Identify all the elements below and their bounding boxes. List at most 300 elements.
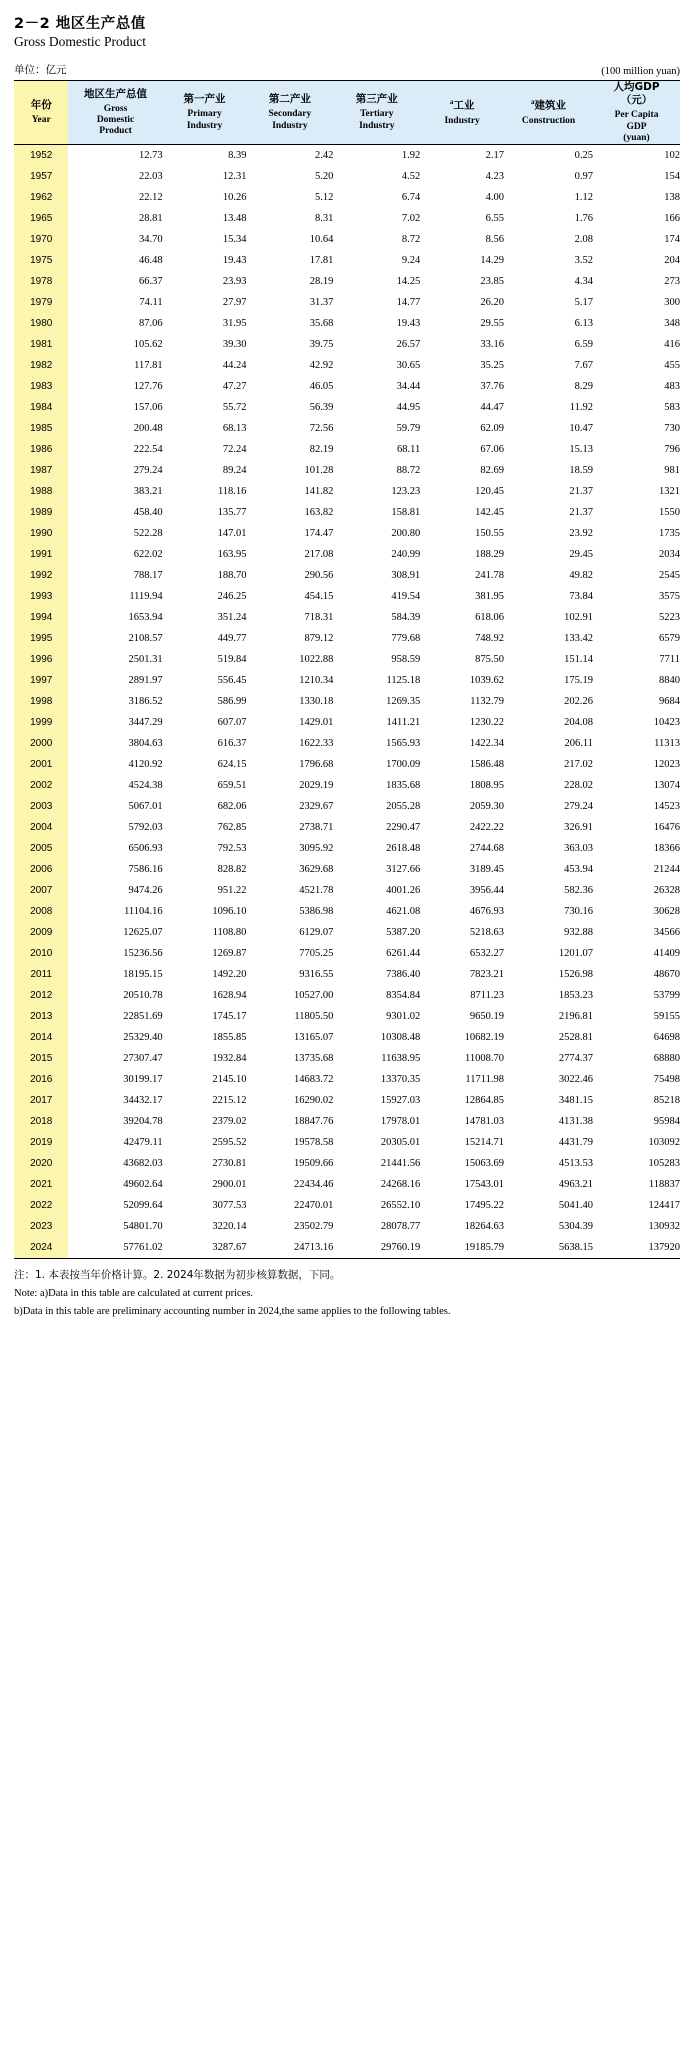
cell-secondary-industry: 4521.78 [299, 885, 334, 897]
cell-per-capita-gdp: 16476 [653, 822, 680, 834]
cell-tertiary-industry: 1269.35 [386, 696, 421, 708]
cell-primary-industry: 556.45 [217, 675, 247, 687]
column-header-gdp-total-cn: 地区生产总值 [84, 87, 148, 100]
cell-construction: 2196.81 [558, 1011, 594, 1023]
cell-industry: 37.76 [480, 381, 505, 393]
cell-industry: 2059.30 [469, 801, 505, 813]
cell-construction: 202.26 [564, 696, 594, 708]
cell-gdp-total: 222.54 [133, 444, 163, 456]
table-row [14, 544, 680, 565]
table-row [14, 1174, 680, 1195]
cell-per-capita-gdp: 103092 [648, 1137, 680, 1149]
cell-industry: 5218.63 [469, 927, 505, 939]
cell-primary-industry: 163.95 [217, 549, 247, 561]
cell-secondary-industry: 141.82 [304, 486, 334, 498]
cell-industry: 33.16 [480, 339, 505, 351]
cell-primary-industry: 72.24 [222, 444, 247, 456]
cell-construction: 23.92 [569, 528, 594, 540]
cell-gdp-total: 788.17 [133, 570, 163, 582]
cell-construction: 175.19 [564, 675, 594, 687]
cell-secondary-industry: 1796.68 [299, 759, 334, 771]
cell-gdp-total: 1653.94 [128, 612, 163, 624]
cell-year: 2023 [14, 1216, 68, 1237]
cell-gdp-total: 74.11 [139, 297, 163, 309]
cell-industry: 1422.34 [469, 738, 505, 750]
cell-industry: 875.50 [475, 654, 505, 666]
cell-industry: 3956.44 [469, 885, 505, 897]
cell-secondary-industry: 22470.01 [293, 1200, 334, 1212]
cell-secondary-industry: 14683.72 [293, 1074, 334, 1086]
table-body [14, 145, 680, 1259]
note-english-a: Note: a)Data in this table are calculated at current prices. [14, 1288, 254, 1300]
cell-primary-industry: 2379.02 [212, 1116, 247, 1128]
cell-gdp-total: 279.24 [133, 465, 163, 477]
cell-primary-industry: 449.77 [217, 633, 247, 645]
cell-secondary-industry: 217.08 [304, 549, 334, 561]
cell-gdp-total: 5067.01 [128, 801, 163, 813]
cell-gdp-total: 25329.40 [123, 1032, 163, 1044]
cell-construction: 10.47 [569, 423, 594, 435]
table-row [14, 733, 680, 754]
cell-gdp-total: 6506.93 [128, 843, 163, 855]
table-row [14, 1111, 680, 1132]
cell-gdp-total: 34432.17 [123, 1095, 163, 1107]
cell-year: 1990 [14, 523, 68, 544]
cell-per-capita-gdp: 730 [664, 423, 680, 435]
cell-construction: 326.91 [564, 822, 594, 834]
cell-gdp-total: 117.81 [134, 360, 163, 372]
cell-primary-industry: 1628.94 [212, 990, 247, 1002]
column-header-construction-cn [504, 98, 593, 113]
cell-tertiary-industry: 1565.93 [386, 738, 421, 750]
cell-year: 2013 [14, 1006, 68, 1027]
cell-year: 2005 [14, 838, 68, 859]
cell-per-capita-gdp: 64698 [653, 1032, 680, 1044]
cell-construction: 151.14 [564, 654, 594, 666]
cell-secondary-industry: 454.15 [304, 591, 334, 603]
note-chinese: 注：1. 本表按当年价格计算。2. 2024年数据为初步核算数据，下同。 [14, 1269, 341, 1282]
cell-construction: 453.94 [564, 864, 594, 876]
cell-primary-industry: 586.99 [217, 696, 247, 708]
cell-primary-industry: 2595.52 [212, 1137, 247, 1149]
table-row [14, 754, 680, 775]
cell-year: 2018 [14, 1111, 68, 1132]
cell-industry: 23.85 [480, 276, 505, 288]
cell-construction: 1201.07 [558, 948, 594, 960]
cell-tertiary-industry: 158.81 [391, 507, 421, 519]
cell-secondary-industry: 31.37 [309, 297, 334, 309]
cell-industry: 8711.23 [470, 990, 505, 1002]
cell-construction: 1.12 [574, 192, 594, 204]
cell-primary-industry: 12.31 [222, 171, 247, 183]
cell-year: 2021 [14, 1174, 68, 1195]
page-title-chinese: 2－2 地区生产总值 [14, 16, 146, 32]
cell-per-capita-gdp: 154 [664, 171, 680, 183]
table-row [14, 439, 680, 460]
cell-gdp-total: 49602.64 [123, 1179, 163, 1191]
table-row [14, 1027, 680, 1048]
column-header-secondary-en1: Secondary [268, 109, 312, 120]
cell-primary-industry: 15.34 [222, 234, 247, 246]
cell-industry: 82.69 [480, 465, 505, 477]
cell-year: 2004 [14, 817, 68, 838]
cell-construction: 5041.40 [558, 1200, 594, 1212]
cell-tertiary-industry: 6261.44 [386, 948, 421, 960]
cell-construction: 730.16 [564, 906, 594, 918]
cell-per-capita-gdp: 75498 [653, 1074, 680, 1086]
cell-per-capita-gdp: 21244 [653, 864, 680, 876]
cell-tertiary-industry: 200.80 [391, 528, 421, 540]
cell-secondary-industry: 174.47 [304, 528, 334, 540]
cell-tertiary-industry: 123.23 [391, 486, 421, 498]
cell-primary-industry: 2900.01 [212, 1179, 247, 1191]
cell-tertiary-industry: 26.57 [396, 339, 421, 351]
unit-row [14, 62, 680, 77]
cell-primary-industry: 23.93 [222, 276, 247, 288]
cell-industry: 17495.22 [464, 1200, 505, 1212]
unit-label-chinese: 单位：亿元 [14, 64, 67, 76]
cell-construction: 7.67 [574, 360, 594, 372]
cell-construction: 6.13 [574, 318, 594, 330]
cell-year: 2001 [14, 754, 68, 775]
table-row [14, 838, 680, 859]
column-header-gdp-total [68, 81, 162, 145]
cell-tertiary-industry: 68.11 [397, 444, 421, 456]
column-header-per-capita-gdp [593, 81, 680, 145]
cell-industry: 2.17 [485, 150, 505, 162]
cell-construction: 1.76 [574, 213, 594, 225]
cell-industry: 241.78 [475, 570, 505, 582]
cell-primary-industry: 188.70 [217, 570, 247, 582]
cell-gdp-total: 12.73 [139, 150, 163, 162]
cell-primary-industry: 616.37 [217, 738, 247, 750]
cell-per-capita-gdp: 583 [664, 402, 680, 414]
cell-secondary-industry: 42.92 [309, 360, 334, 372]
column-header-percapita-en3: (yuan) [623, 133, 650, 144]
column-header-construction [504, 81, 593, 145]
cell-secondary-industry: 13165.07 [293, 1032, 334, 1044]
table-row [14, 922, 680, 943]
cell-industry: 7823.21 [469, 969, 505, 981]
cell-per-capita-gdp: 105283 [648, 1158, 680, 1170]
cell-industry: 1230.22 [469, 717, 505, 729]
cell-primary-industry: 39.30 [222, 339, 247, 351]
cell-year: 1983 [14, 376, 68, 397]
cell-primary-industry: 2730.81 [212, 1158, 247, 1170]
table-row [14, 229, 680, 250]
table-row [14, 208, 680, 229]
cell-secondary-industry: 39.75 [309, 339, 334, 351]
cell-construction: 29.45 [569, 549, 594, 561]
cell-industry: 1808.95 [469, 780, 505, 792]
cell-secondary-industry: 72.56 [309, 423, 334, 435]
cell-industry: 381.95 [475, 591, 505, 603]
cell-gdp-total: 39204.78 [123, 1116, 163, 1128]
cell-per-capita-gdp: 85218 [653, 1095, 680, 1107]
cell-construction: 102.91 [564, 612, 594, 624]
cell-primary-industry: 762.85 [217, 822, 247, 834]
cell-gdp-total: 522.28 [133, 528, 163, 540]
table-row [14, 943, 680, 964]
cell-tertiary-industry: 7.02 [401, 213, 421, 225]
cell-tertiary-industry: 20305.01 [380, 1137, 421, 1149]
cell-secondary-industry: 10527.00 [293, 990, 334, 1002]
cell-per-capita-gdp: 53799 [653, 990, 680, 1002]
cell-secondary-industry: 101.28 [304, 465, 334, 477]
cell-primary-industry: 951.22 [217, 885, 247, 897]
cell-tertiary-industry: 13370.35 [380, 1074, 421, 1086]
cell-year: 1979 [14, 292, 68, 313]
cell-construction: 49.82 [569, 570, 594, 582]
cell-tertiary-industry: 11638.95 [381, 1053, 421, 1065]
cell-year: 2014 [14, 1027, 68, 1048]
column-header-construction-superscript: a [531, 98, 535, 107]
cell-year: 1952 [14, 145, 68, 167]
cell-tertiary-industry: 6.74 [401, 192, 421, 204]
table-row [14, 1048, 680, 1069]
cell-tertiary-industry: 8.72 [401, 234, 421, 246]
cell-industry: 3189.45 [469, 864, 505, 876]
cell-primary-industry: 1108.80 [212, 927, 247, 939]
cell-primary-industry: 246.25 [217, 591, 247, 603]
cell-secondary-industry: 13735.68 [293, 1053, 334, 1065]
cell-industry: 142.45 [475, 507, 505, 519]
column-header-primary-en1: Primary [187, 109, 222, 120]
cell-year: 1991 [14, 544, 68, 565]
table-row [14, 1006, 680, 1027]
cell-primary-industry: 147.01 [217, 528, 247, 540]
cell-tertiary-industry: 24268.16 [380, 1179, 421, 1191]
cell-per-capita-gdp: 9684 [659, 696, 680, 708]
cell-primary-industry: 2145.10 [212, 1074, 247, 1086]
cell-primary-industry: 792.53 [217, 843, 247, 855]
table-row [14, 1132, 680, 1153]
cell-construction: 3481.15 [558, 1095, 594, 1107]
cell-gdp-total: 4524.38 [128, 780, 163, 792]
cell-secondary-industry: 82.19 [309, 444, 334, 456]
column-header-gdp-total-en3: Product [99, 126, 132, 137]
table-row [14, 607, 680, 628]
table-row [14, 649, 680, 670]
cell-construction: 0.97 [574, 171, 594, 183]
column-header-tertiary-en2: Industry [359, 120, 395, 131]
cell-gdp-total: 2501.31 [128, 654, 163, 666]
cell-secondary-industry: 5.20 [314, 171, 334, 183]
cell-primary-industry: 3220.14 [212, 1221, 247, 1233]
cell-gdp-total: 28.81 [139, 213, 163, 225]
cell-primary-industry: 607.07 [217, 717, 247, 729]
cell-year: 1962 [14, 187, 68, 208]
cell-secondary-industry: 17.81 [309, 255, 334, 267]
cell-primary-industry: 118.16 [217, 486, 247, 498]
cell-construction: 582.36 [564, 885, 594, 897]
cell-secondary-industry: 8.31 [314, 213, 334, 225]
cell-tertiary-industry: 1700.09 [386, 759, 421, 771]
cell-secondary-industry: 7705.25 [299, 948, 334, 960]
cell-gdp-total: 9474.26 [128, 885, 163, 897]
cell-gdp-total: 87.06 [139, 318, 163, 330]
cell-tertiary-industry: 1125.18 [386, 675, 421, 687]
cell-primary-industry: 1492.20 [212, 969, 247, 981]
cell-year: 2009 [14, 922, 68, 943]
cell-tertiary-industry: 59.79 [396, 423, 421, 435]
cell-construction: 228.02 [564, 780, 594, 792]
cell-gdp-total: 105.62 [133, 339, 163, 351]
table-row [14, 1153, 680, 1174]
cell-per-capita-gdp: 1735 [659, 528, 680, 540]
cell-secondary-industry: 3629.68 [299, 864, 334, 876]
cell-industry: 188.29 [475, 549, 505, 561]
cell-tertiary-industry: 7386.40 [386, 969, 421, 981]
cell-tertiary-industry: 308.91 [391, 570, 421, 582]
cell-primary-industry: 1855.85 [212, 1032, 247, 1044]
unit-label-english: (100 million yuan) [601, 66, 680, 77]
cell-year: 2003 [14, 796, 68, 817]
table-row [14, 523, 680, 544]
cell-secondary-industry: 5386.98 [299, 906, 334, 918]
cell-per-capita-gdp: 483 [664, 381, 680, 393]
cell-industry: 17543.01 [464, 1179, 505, 1191]
cell-primary-industry: 44.24 [222, 360, 247, 372]
cell-per-capita-gdp: 95984 [653, 1116, 680, 1128]
cell-construction: 4131.38 [558, 1116, 594, 1128]
cell-per-capita-gdp: 124417 [648, 1200, 680, 1212]
cell-tertiary-industry: 26552.10 [380, 1200, 421, 1212]
cell-secondary-industry: 9316.55 [299, 969, 334, 981]
cell-year: 2016 [14, 1069, 68, 1090]
cell-secondary-industry: 2.42 [314, 150, 334, 162]
table-row [14, 187, 680, 208]
cell-tertiary-industry: 17978.01 [380, 1116, 421, 1128]
cell-year: 1970 [14, 229, 68, 250]
cell-industry: 15063.69 [464, 1158, 505, 1170]
cell-tertiary-industry: 1.92 [401, 150, 421, 162]
cell-year: 1989 [14, 502, 68, 523]
cell-tertiary-industry: 14.77 [396, 297, 421, 309]
cell-year: 1995 [14, 628, 68, 649]
column-header-secondary-cn: 第二产业 [268, 93, 311, 106]
column-header-percapita-en2: GDP [626, 121, 647, 132]
cell-tertiary-industry: 88.72 [396, 465, 421, 477]
cell-year: 2000 [14, 733, 68, 754]
cell-gdp-total: 7586.16 [128, 864, 163, 876]
cell-secondary-industry: 22434.46 [293, 1179, 334, 1191]
cell-year: 2008 [14, 901, 68, 922]
cell-gdp-total: 127.76 [133, 381, 163, 393]
cell-secondary-industry: 24713.16 [246, 1237, 333, 1259]
cell-gdp-total: 157.06 [133, 402, 163, 414]
cell-primary-industry: 19.43 [222, 255, 247, 267]
cell-year: 1986 [14, 439, 68, 460]
table-row [14, 271, 680, 292]
cell-year: 2006 [14, 859, 68, 880]
cell-per-capita-gdp: 416 [664, 339, 680, 351]
cell-primary-industry: 47.27 [222, 381, 247, 393]
cell-primary-industry: 31.95 [222, 318, 247, 330]
table-row [14, 166, 680, 187]
cell-gdp-total: 34.70 [139, 234, 163, 246]
cell-per-capita-gdp: 174 [664, 234, 680, 246]
column-header-industry-cn [420, 98, 504, 113]
column-header-construction-cn-text: 建筑业 [534, 99, 567, 112]
cell-gdp-total: 22851.69 [123, 1011, 163, 1023]
table-row [14, 250, 680, 271]
cell-per-capita-gdp: 138 [664, 192, 680, 204]
column-header-gdp-total-en2: Domestic [96, 115, 135, 126]
cell-gdp-total: 22.03 [139, 171, 163, 183]
cell-gdp-total: 30199.17 [123, 1074, 163, 1086]
cell-per-capita-gdp: 796 [664, 444, 680, 456]
cell-per-capita-gdp: 26328 [653, 885, 680, 897]
cell-per-capita-gdp: 118837 [648, 1179, 680, 1191]
cell-construction: 5.17 [574, 297, 594, 309]
cell-per-capita-gdp: 1550 [659, 507, 680, 519]
cell-construction: 0.25 [574, 150, 594, 162]
cell-primary-industry: 1745.17 [212, 1011, 247, 1023]
cell-tertiary-industry: 28078.77 [380, 1221, 421, 1233]
column-header-secondary-en2: Industry [272, 120, 308, 131]
table-row [14, 985, 680, 1006]
table-row [14, 292, 680, 313]
cell-tertiary-industry: 1835.68 [386, 780, 421, 792]
cell-primary-industry: 351.24 [217, 612, 247, 624]
cell-tertiary-industry: 34.44 [396, 381, 421, 393]
column-header-industry-superscript: a [449, 98, 454, 107]
cell-per-capita-gdp: 981 [664, 465, 680, 477]
table-row [14, 397, 680, 418]
table-row [14, 670, 680, 691]
cell-tertiary-industry: 5387.20 [386, 927, 421, 939]
cell-year: 2007 [14, 880, 68, 901]
cell-industry: 62.09 [480, 423, 505, 435]
cell-per-capita-gdp: 11313 [654, 738, 680, 750]
cell-industry: 4676.93 [469, 906, 505, 918]
cell-industry: 12864.85 [464, 1095, 505, 1107]
table-row [14, 964, 680, 985]
cell-secondary-industry: 163.82 [304, 507, 334, 519]
cell-industry: 11711.98 [465, 1074, 505, 1086]
cell-per-capita-gdp: 102 [664, 150, 680, 162]
cell-gdp-total: 15236.56 [123, 948, 163, 960]
cell-industry: 14.29 [480, 255, 505, 267]
cell-tertiary-industry: 19.43 [396, 318, 421, 330]
cell-year: 2002 [14, 775, 68, 796]
cell-industry: 1039.62 [469, 675, 505, 687]
cell-construction: 133.42 [564, 633, 594, 645]
cell-gdp-total: 18195.15 [123, 969, 163, 981]
cell-per-capita-gdp: 6579 [659, 633, 680, 645]
cell-construction: 4963.21 [558, 1179, 594, 1191]
cell-secondary-industry: 11805.50 [294, 1011, 334, 1023]
cell-per-capita-gdp: 12023 [653, 759, 680, 771]
cell-industry: 150.55 [475, 528, 505, 540]
cell-gdp-total: 4120.92 [128, 759, 163, 771]
cell-primary-industry: 135.77 [217, 507, 247, 519]
column-header-year-en: Year [31, 115, 51, 126]
table-row [14, 481, 680, 502]
cell-year: 1975 [14, 250, 68, 271]
cell-year: 2011 [14, 964, 68, 985]
cell-tertiary-industry: 240.99 [391, 549, 421, 561]
table-row [14, 586, 680, 607]
table-row [14, 418, 680, 439]
cell-gdp-total: 46.48 [139, 255, 163, 267]
cell-year: 2024 [14, 1237, 68, 1259]
cell-primary-industry: 27.97 [222, 297, 247, 309]
cell-secondary-industry: 35.68 [309, 318, 334, 330]
cell-tertiary-industry: 15927.03 [380, 1095, 421, 1107]
cell-industry: 2744.68 [469, 843, 505, 855]
